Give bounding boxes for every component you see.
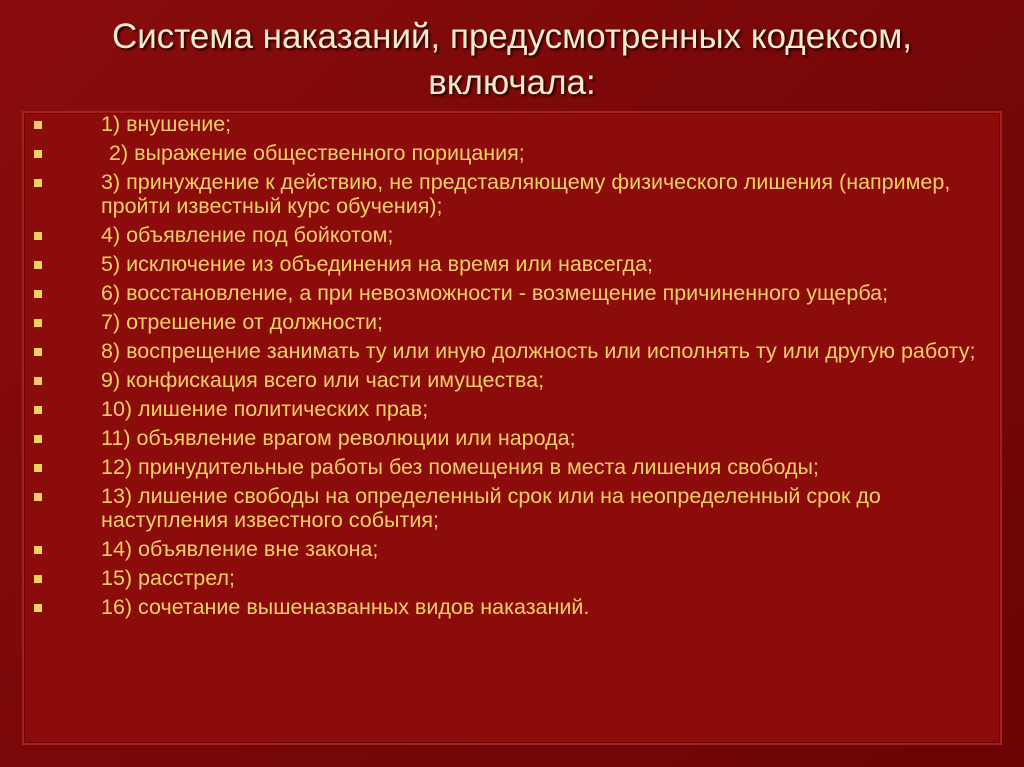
- list-item: [30, 455, 990, 479]
- list-item: [30, 595, 990, 619]
- list-item: [30, 170, 990, 218]
- list-item: [30, 537, 990, 561]
- list-item: [30, 281, 990, 305]
- list-item-text: 3) принуждение к действию, не представляющему физического лишения (например, пройти известный курс обучения);: [101, 170, 951, 218]
- list-item: [30, 397, 990, 421]
- square-bullet-icon: [34, 232, 42, 240]
- list-item-text: 12) принудительные работы без помещения в места лишения свободы;: [101, 455, 819, 479]
- square-bullet-icon: [34, 290, 42, 298]
- square-bullet-icon: [34, 261, 42, 269]
- list-item-text: 8) воспрещение занимать ту или иную должность или исполнять ту или другую работу;: [101, 339, 976, 363]
- square-bullet-icon: [34, 435, 42, 443]
- list-item: [30, 112, 990, 136]
- list-item: [30, 339, 990, 363]
- square-bullet-icon: [34, 575, 42, 583]
- list-item: [30, 141, 990, 165]
- list-item-text: 6) восстановление, а при невозможности - возмещение причиненного ущерба;: [101, 281, 889, 305]
- square-bullet-icon: [34, 179, 42, 187]
- list-item: [30, 252, 990, 276]
- square-bullet-icon: [34, 604, 42, 612]
- list-item-text: 16) сочетание вышеназванных видов наказаний.: [101, 595, 590, 619]
- square-bullet-icon: [34, 406, 42, 414]
- list-item-text: 1) внушение;: [101, 112, 232, 136]
- list-item-text: 4) объявление под бойкотом;: [101, 223, 394, 247]
- list-item: [30, 368, 990, 392]
- list-item-text: 10) лишение политических прав;: [101, 397, 429, 421]
- list-item-text: 2) выражение общественного порицания;: [109, 141, 525, 165]
- slide-title-line-1: Система наказаний, предусмотренных кодексом,: [111, 17, 913, 56]
- list-item-text: 7) отрешение от должности;: [101, 310, 384, 334]
- square-bullet-icon: [34, 319, 42, 327]
- square-bullet-icon: [34, 121, 42, 129]
- square-bullet-icon: [34, 493, 42, 501]
- list-item-text: 5) исключение из объединения на время или навсегда;: [101, 252, 654, 276]
- list-item: [30, 310, 990, 334]
- square-bullet-icon: [34, 546, 42, 554]
- slide-title-line-2: включала:: [428, 63, 596, 102]
- bullet-list: [30, 112, 990, 624]
- list-item-text: 11) объявление врагом революции или народа;: [101, 426, 576, 450]
- list-item: [30, 223, 990, 247]
- square-bullet-icon: [34, 348, 42, 356]
- list-item-text: 13) лишение свободы на определенный срок или на неопределенный срок до наступления известного события;: [101, 484, 881, 532]
- list-item-text: 14) объявление вне закона;: [101, 537, 379, 561]
- list-item: [30, 566, 990, 590]
- list-item: [30, 484, 990, 532]
- list-item: [30, 426, 990, 450]
- list-item-text: 9) конфискация всего или части имущества;: [101, 368, 545, 392]
- square-bullet-icon: [34, 377, 42, 385]
- square-bullet-icon: [34, 464, 42, 472]
- square-bullet-icon: [34, 150, 42, 158]
- slide-title: [20, 14, 1004, 106]
- list-item-text: 15) расстрел;: [101, 566, 236, 590]
